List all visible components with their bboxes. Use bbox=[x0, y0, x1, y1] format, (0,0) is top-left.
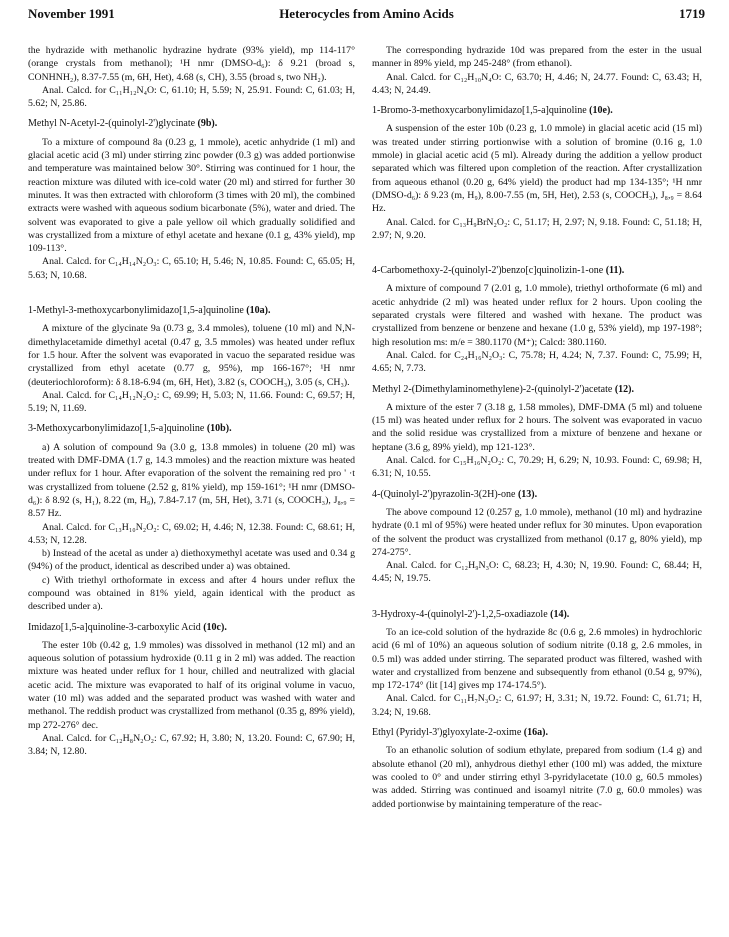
paragraph: A mixture of the glycinate 9a (0.73 g, 3.4 mmoles), toluene (10 ml) and N,N-dimethylacetamide dimethyl acetal (0.47 g, 3.5 mmoles) was heated under reflux for 1.5 hour. After the solvent was evaporated in vacuo the separated residue was crystallized from ethyl acetate (0.77 g, 95%), mp 166-167°; ¹H nmr (deuteriochloroform): δ 8.18-6.94 (m, 6H, Het), 3.82 (s, COOCH₃), 3.05 (s, CH₃). bbox=[28, 323, 355, 388]
compound-heading bbox=[372, 104, 702, 117]
compound-number: (10a). bbox=[246, 305, 271, 317]
compound-number: (13). bbox=[517, 488, 538, 500]
compound-name: 3-Hydroxy-4-(quinolyl-2')-1,2,5-oxadiazole bbox=[372, 608, 548, 620]
compound-name: 3-Methoxycarbonylimidazo[1,5-a]quinoline bbox=[28, 423, 205, 435]
compound-number: (10e). bbox=[589, 105, 613, 117]
compound-number: (11). bbox=[605, 265, 625, 277]
analysis-line: Anal. Calcd. for C₁₄H₁₂N₂O₂: C, 69.99; H, 5.03; N, 11.66. Found: C, 69.57; H, 5.19; N, 11.69. bbox=[28, 389, 355, 415]
right-column bbox=[372, 44, 702, 811]
compound-name: Ethyl (Pyridyl-3')glyoxylate-2-oxime bbox=[372, 727, 522, 739]
compound-name: 4-Carbomethoxy-2-(quinolyl-2')benzo[c]quinolizin-1-one bbox=[372, 265, 604, 277]
analysis-line: Anal. Calcd. for C₁₃H₁₀N₂O₂: C, 69.02; H, 4.46; N, 12.38. Found: C, 68.61; H, 4.53; N, 12.28. bbox=[28, 521, 355, 546]
compound-heading bbox=[372, 608, 702, 621]
compound-heading bbox=[372, 264, 702, 277]
analysis-line: Anal. Calcd. for C₂₄H₁₆N₂O₃: C, 75.78; H, 4.24; N, 7.37. Found: C, 75.99; H, 4.65; N, 7.73. bbox=[372, 349, 702, 375]
compound-name: Methyl 2-(Dimethylaminomethylene)-2-(quinolyl-2')acetate bbox=[372, 383, 613, 395]
page-number: 1719 bbox=[679, 6, 705, 21]
compound-heading bbox=[28, 117, 355, 130]
compound-name: Methyl N-Acetyl-2-(quinolyl-2')glycinate bbox=[28, 118, 196, 130]
compound-heading bbox=[372, 726, 702, 739]
analysis-line: Anal. Calcd. for C₁₂H₁₀N₄O: C, 63.70; H, 4.46; N, 24.77. Found: C, 63.43; H, 4.43; N, 24.49. bbox=[372, 71, 702, 96]
analysis-line: Anal. Calcd. for C₁₅H₁₆N₂O₂: C, 70.29; H, 6.29; N, 10.93. Found: C, 69.98; H, 6.31; N, 10.55. bbox=[372, 455, 702, 480]
compound-name: 1-Bromo-3-methoxycarbonylimidazo[1,5-a]quinoline bbox=[372, 105, 587, 117]
compound-number: (9b). bbox=[197, 118, 218, 130]
analysis-line: Anal. Calcd. for C₁₂H₈N₂O₂: C, 67.92; H, 3.80; N, 13.20. Found: C, 67.90; H, 3.84; N, 12.80. bbox=[28, 732, 355, 758]
paragraph: The ester 10b (0.42 g, 1.9 mmoles) was dissolved in methanol (12 ml) and an aqueous solution of potassium hydroxide (0.11 g in 2 ml) was added. The reaction mixture was heated under reflux for 1 hour, chilled and neutralized with glacial acetic acid. The mixture was evaporated to half of its original volume in vacuo, water (10 ml) was added and the separated product was washed with water and methanol. The reddish product was crystallized from methanol (0.35 g, 89% yield), mp 272-276° dec. bbox=[28, 639, 355, 731]
paragraph: a) A solution of compound 9a (3.0 g, 13.8 mmoles) in toluene (20 ml) was treated with DMF-DMA (1.7 g, 14.3 mmoles) and the reaction mixture was heated under reflux for 1 hour. After evaporation of the solvent the remaining red pro ' ·t was crystallized from toluene (2.52 g, 81% yield), mp 159-161°; ¹H nmr (DMSO-d₆): δ 8.92 (s, H₁), 8.22 (m, H₉), 7.84-7.17 (m, 5H, Het), 3.71 (s, COOCH₃), J₈,₉ = 8.57 Hz. bbox=[28, 441, 355, 520]
analysis-line: Anal. Calcd. for C₁₃H₉BrN₂O₂: C, 51.17; H, 2.97; N, 9.18. Found: C, 51.18; H, 2.97; N, 9.20. bbox=[372, 216, 702, 241]
compound-name: 4-(Quinolyl-2')pyrazolin-3(2H)-one bbox=[372, 488, 516, 500]
compound-heading bbox=[372, 383, 702, 396]
paragraph: A mixture of the ester 7 (3.18 g, 1.58 mmoles), DMF-DMA (5 ml) and toluene (15 ml) was heated under reflux for 2 hours. The solvent was evaporated in vacuo and the solid residue was crystallized from a mixture of benzene and hexane or heptane (3.6 g, 89% yield), mp 121-123°. bbox=[372, 401, 702, 453]
compound-heading bbox=[28, 621, 355, 634]
paragraph: To an ice-cold solution of the hydrazide 8c (0.6 g, 2.6 mmoles) in hydrochloric acid (6 ml of 10%) an aqueous solution of sodium nitrite (0.18 g, 2.6 mmoles, in 0.5 ml) was added under stirring. The separated product was filtered, washed with water and crystallized from benzene and subsequently from ethanol (0.54 g, 97%), mp 172-174° (lit [14] gives mp 174-174.5°). bbox=[372, 626, 702, 692]
compound-heading bbox=[28, 304, 355, 317]
left-column bbox=[28, 44, 355, 759]
compound-name: 1-Methyl-3-methoxycarbonylimidazo[1,5-a]quinoline bbox=[28, 305, 244, 317]
compound-number: (10b). bbox=[206, 423, 232, 435]
header-title: Heterocycles from Amino Acids bbox=[279, 6, 454, 21]
paragraph: A suspension of the ester 10b (0.23 g, 1.0 mmole) in glacial acetic acid (15 ml) was treated under stirring portionwise with a solution of bromine (0.16 g, 1.0 mmole) in glacial acetic acid (5 ml). Already during the addition a yellow product separated which was filtered upon completion of the reaction. After crystallization from aqueous ethanol (0.20 g, 64% yield) the product had mp 134-135°; ¹H nmr (DMSO-d₆): δ 9.23 (m, H₉), 8.00-7.55 (m, 5H, Het), 2.53 (s, COOCH₃), J₈,₉ = 8.64 Hz. bbox=[372, 123, 702, 215]
compound-number: (16a). bbox=[523, 727, 548, 739]
compound-name: Imidazo[1,5-a]quinoline-3-carboxylic Acid bbox=[28, 621, 201, 633]
compound-heading bbox=[372, 488, 702, 501]
analysis-line: Anal. Calcd. for C₁₄H₁₄N₂O₃: C, 65.10; H, 5.46; N, 10.85. Found: C, 65.05; H, 5.63; N, 10.68. bbox=[28, 256, 355, 281]
compound-number: (12). bbox=[614, 383, 635, 395]
paragraph: To an ethanolic solution of sodium ethylate, prepared from sodium (1.4 g) and absolute ethanol (20 ml), anhydrous diethyl ether (100 ml) was added, the mixture was cooled to 0° and under stirring ethyl 3-pyridylacetate (10.0 g, 60.5 mmoles) was added. Stirring was continued and isoamyl nitrite (7.0 g, 60.0 mmoles) was added portionwise by maintaining temperature of the reac- bbox=[372, 745, 702, 810]
analysis-line: Anal. Calcd. for C₁₁H₇N₃O₂: C, 61.97; H, 3.31; N, 19.72. Found: C, 61.71; H, 3.24; N, 19.68. bbox=[372, 693, 702, 718]
paragraph: the hydrazide with methanolic hydrazine hydrate (93% yield), mp 114-117° (orange crystals from methanol); ¹H nmr (DMSO-d₆): δ 9.21 (broad s, CONHNH₂), 8.37-7.55 (m, 6H, Het), 4.68 (s, CH), 3.55 (broad s, two NH₂). bbox=[28, 45, 355, 83]
paragraph: A mixture of compound 7 (2.01 g, 1.0 mmole), triethyl orthoformate (6 ml) and acetic anhydride (2 ml) was heated under reflux for 2 hours. Upon cooling the separated crystals were filtered and washed with hexane. The product was crystallized from benzene or benzene and hexane (1.0 g, 53% yield), mp 197-198°; high resolution ms: m/e = 380.1170 (M⁺); Calcd: 380.1160. bbox=[372, 283, 702, 348]
paragraph: The above compound 12 (0.257 g, 1.0 mmole), methanol (10 ml) and hydrazine hydrate (0.1 ml of 95%) were heated under reflux for 30 minutes. Upon evaporation of the solvent the product was crystallized from methanol (0.17 g, 80% yield), mp 274-275°. bbox=[372, 506, 702, 558]
compound-number: (10c). bbox=[203, 621, 227, 633]
paragraph: To a mixture of compound 8a (0.23 g, 1 mmole), acetic anhydride (1 ml) and glacial acetic acid (3 ml) under stirring zinc powder (0.3 g) was added portionwise and temperature was maintained below 30°. Stirring was continued for 1 hour, the reaction mixture was diluted with ice-cold water (20 ml) and stirred for further 30 minutes. It was then extracted with chloroform (3 times with 20 ml), the combined extracts were washed with aqueous sodium bicarbonate (5%), water and dried. The solvent was evaporated to give a pale yellow oil which gradually solidified and was crystallized from a mixture of ethyl acetate and hexane (0.1 g, 43% yield), mp 109-113°. bbox=[28, 136, 355, 255]
paragraph: b) Instead of the acetal as under a) diethoxymethyl acetate was used and 0.34 g (94%) of the product, identical as described under a) was obtained. bbox=[28, 548, 355, 573]
paragraph: c) With triethyl orthoformate in excess and after 4 hours under reflux the compound was obtained in 81% yield, again identical with the product as described under a). bbox=[28, 574, 355, 613]
analysis-line: Anal. Calcd. for C₁₂H₉N₃O: C, 68.23; H, 4.30; N, 19.90. Found: C, 68.44; H, 4.45; N, 19.75. bbox=[372, 560, 702, 585]
compound-number: (14). bbox=[550, 608, 570, 620]
header-date: November 1991 bbox=[28, 6, 115, 21]
compound-heading bbox=[28, 422, 355, 435]
paragraph: The corresponding hydrazide 10d was prepared from the ester in the usual manner in 89% yield, mp 245-248° (from ethanol). bbox=[372, 45, 702, 70]
page-header bbox=[28, 6, 705, 28]
analysis-line: Anal. Calcd. for C₁₁H₁₂N₄O: C, 61.10; H, 5.59; N, 25.91. Found: C, 61.03; H, 5.62; N, 25.86. bbox=[28, 84, 355, 110]
